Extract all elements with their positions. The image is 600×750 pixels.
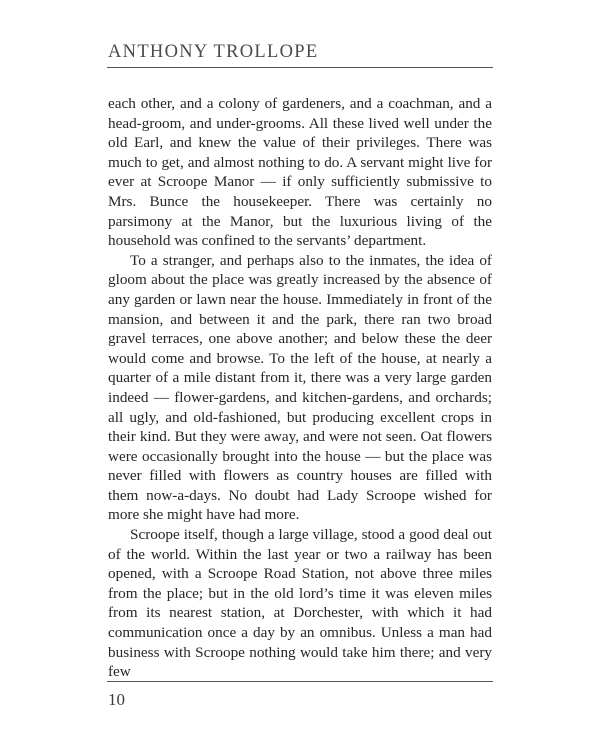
page-body (108, 94, 492, 682)
paragraph-3: Scroope itself, though a large village, stood a good deal out of the world. Within the last year or two a railway has been opened, with a Scroope Road Station, not above three miles from the place; but in the old lord’s time it was eleven miles from its nearest station, at Dorchester, with which it had communication once a day by an omnibus. Unless a man had business with Scroope nothing would take him there; and very few (108, 526, 492, 681)
paragraph-2: To a stranger, and perhaps also to the inmates, the idea of gloom about the place was greatly increased by the absence of any garden or lawn near the house. Immediately in front of the mansion, and between it and the park, there ran two broad gravel terraces, one above another; and below these the deer would come and browse. To the left of the house, at nearly a quarter of a mile distant from it, there was a very large garden indeed — flower-gardens, and kitchen-gardens, and orchards; all ugly, and old-fashioned, but producing excellent crops in their kind. But they were away, and were not seen. Oat flowers were occasionally brought into the house — but the place was never filled with flowers as country houses are filled with them now-a-days. No doubt had Lady Scroope wished for more she might have had more. (108, 251, 492, 524)
header-rule (107, 67, 493, 68)
running-head: ANTHONY TROLLOPE (108, 42, 319, 62)
paragraph-1: each other, and a colony of gardeners, and a coachman, and a head-groom, and under-grooms. All these lived well under the old Earl, and knew the value of their privileges. There was much to get, and almost nothing to do. A servant might live for ever at Scroope Manor — if only sufficiently submissive to Mrs. Bunce the housekeeper. There was certainly no parsimony at the Manor, but the luxurious living of the household was confined to the servants’ department. (108, 95, 492, 250)
footer-rule (107, 681, 493, 682)
page-number: 10 (108, 690, 125, 709)
